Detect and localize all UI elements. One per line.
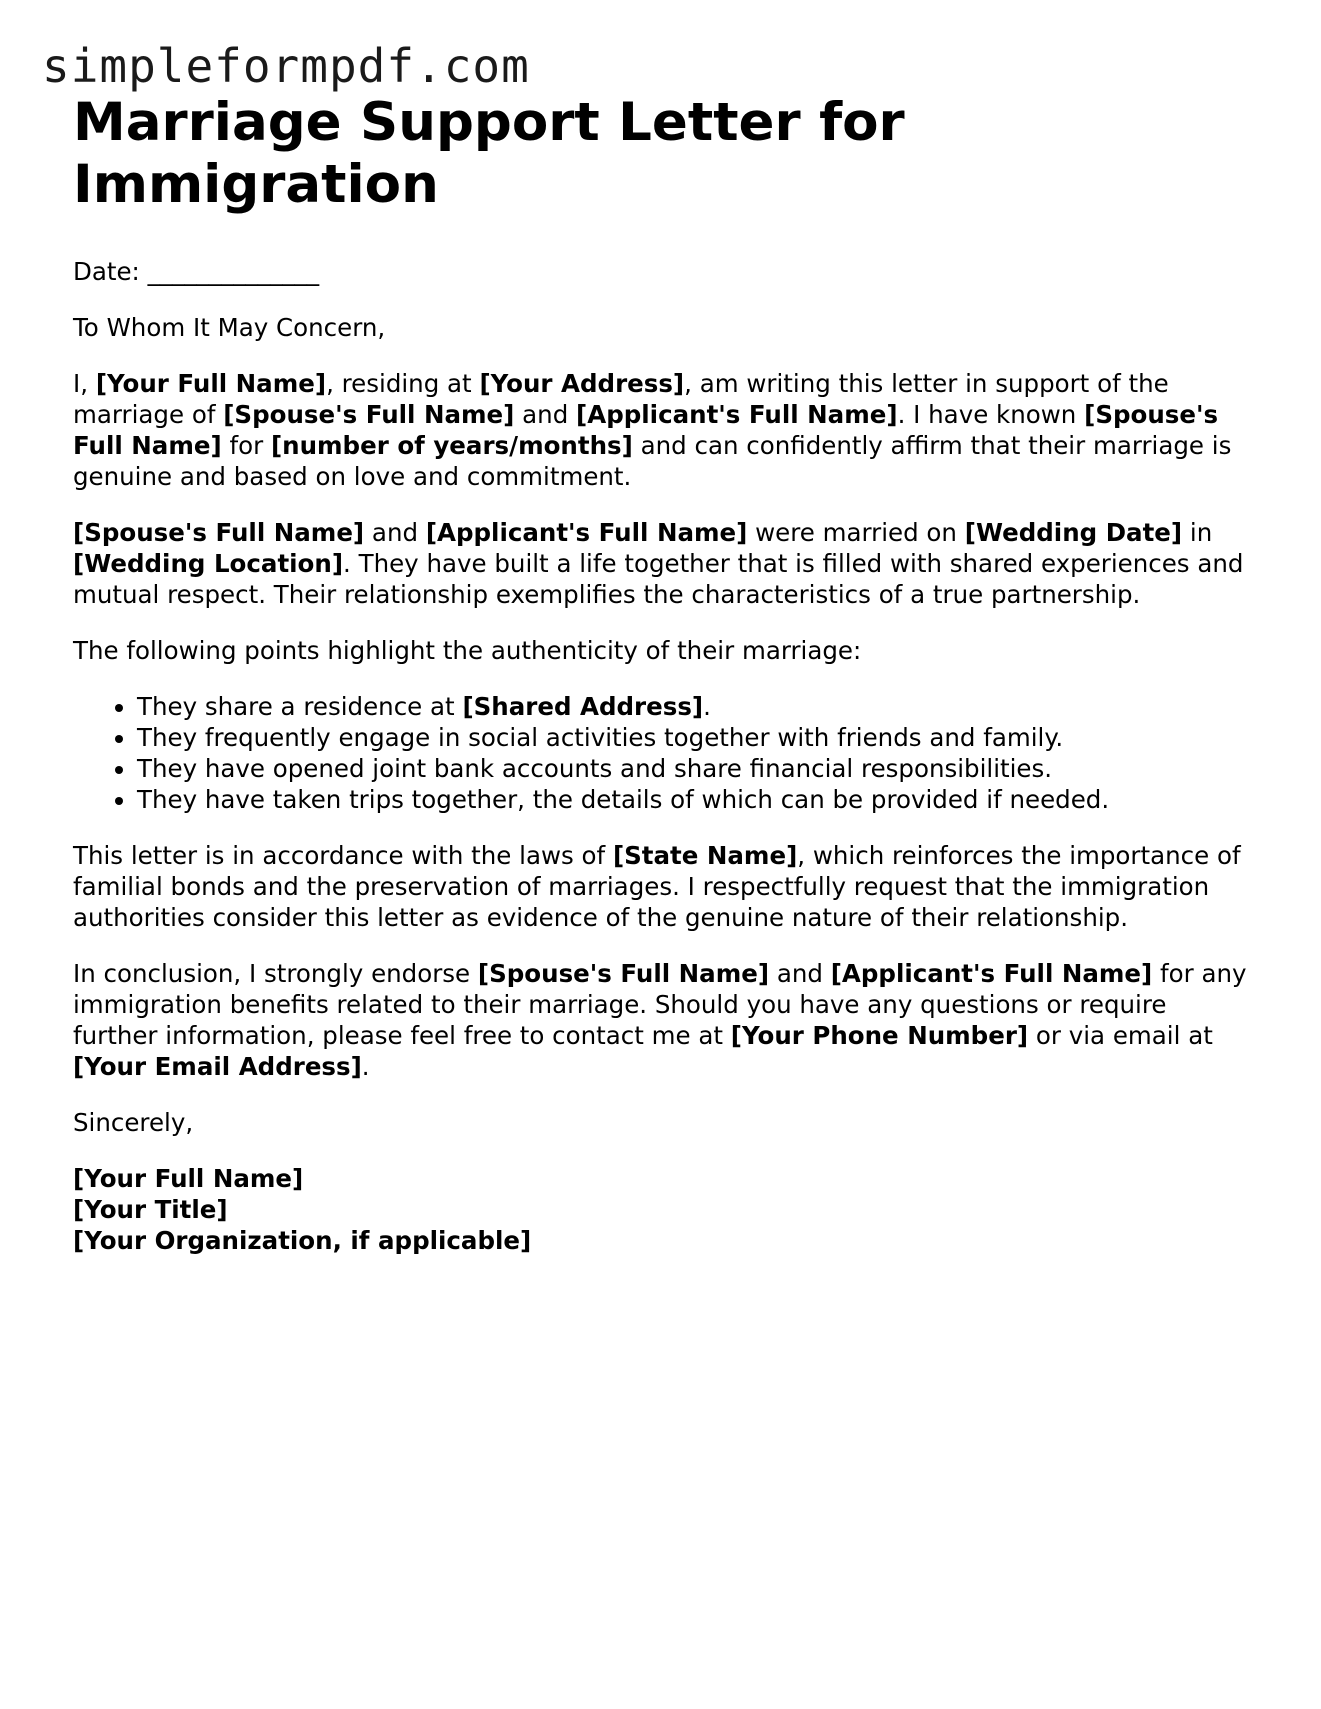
signature-name: [Your Full Name] xyxy=(73,1164,304,1193)
spouse-full-name-field: [Spouse's Full Name] xyxy=(477,959,770,988)
text: or via email at xyxy=(1028,1021,1213,1050)
spouse-full-name-field: [Spouse's Full Name] xyxy=(223,400,515,429)
text: were married on xyxy=(747,518,965,547)
state-name-field: [State Name] xyxy=(612,841,798,870)
site-watermark: simpleformpdf.com xyxy=(42,39,530,93)
text: In conclusion, I strongly endorse xyxy=(73,959,478,988)
text: . xyxy=(361,1052,370,1081)
text: . I have known xyxy=(897,400,1085,429)
list-item xyxy=(137,691,1253,722)
spouse-full-name-field: [Spouse's Full Name] xyxy=(73,400,1219,460)
text: . They have built a life together that is filled with shared experiences and mutual respect. Their relationship exemplifies the characteristics of a true partnership. xyxy=(73,549,1244,609)
text: They share a residence at xyxy=(137,692,463,721)
email-address-field: [Your Email Address] xyxy=(73,1052,362,1081)
list-item: • They have opened joint bank accounts and share financial responsibilities. xyxy=(137,753,1253,784)
duration-field: [number of years/months] xyxy=(270,431,633,460)
list-item: • They frequently engage in social activities together with friends and family. xyxy=(137,722,1253,753)
text: for any immigration benefits related to their marriage. Should you have any questions or require further information, please feel free to contact me at xyxy=(73,959,1247,1050)
phone-number-field: [Your Phone Number] xyxy=(730,1021,1029,1050)
paragraph-intro xyxy=(73,368,1253,492)
applicant-full-name-field: [Applicant's Full Name] xyxy=(830,959,1153,988)
text: and xyxy=(769,959,831,988)
text: in xyxy=(1182,518,1213,547)
text: , residing at xyxy=(326,369,480,398)
text: and xyxy=(364,518,426,547)
closing: Sincerely, xyxy=(73,1108,194,1137)
text: I, xyxy=(73,369,96,398)
paragraph-laws xyxy=(73,840,1253,933)
signature-block xyxy=(73,1163,1253,1256)
text: , am writing this letter in support of the marriage of xyxy=(73,369,1169,429)
page-title: Marriage Support Letter for Immigration xyxy=(73,92,905,215)
shared-address-field: [Shared Address] xyxy=(462,692,704,721)
your-full-name-field: [Your Full Name] xyxy=(95,369,327,398)
text: and can confidently affirm that their marriage is genuine and based on love and commitment. xyxy=(73,431,1232,491)
text: This letter is in accordance with the laws of xyxy=(73,841,613,870)
paragraph-wedding xyxy=(73,517,1253,610)
text: , which reinforces the importance of familial bonds and the preservation of marriages. I respectfully request that the immigration authorities consider this letter as evidence of the genuine nature of their relationship. xyxy=(73,841,1241,932)
text: . xyxy=(703,692,711,721)
text: and xyxy=(514,400,577,429)
paragraph-points-intro: The following points highlight the authenticity of their marriage: xyxy=(73,636,862,665)
signature-organization: [Your Organization, if applicable] xyxy=(73,1226,532,1255)
wedding-date-field: [Wedding Date] xyxy=(964,518,1183,547)
text: for xyxy=(221,431,271,460)
authenticity-list xyxy=(73,691,1253,815)
paragraph-conclusion xyxy=(73,958,1253,1082)
date-line: Date: ______________ xyxy=(73,257,320,286)
list-item: • They have taken trips together, the details of which can be provided if needed. xyxy=(137,784,1253,815)
letter-body xyxy=(73,92,1253,1256)
your-address-field: [Your Address] xyxy=(479,369,685,398)
wedding-location-field: [Wedding Location] xyxy=(73,549,344,578)
signature-title: [Your Title] xyxy=(73,1195,228,1224)
applicant-full-name-field: [Applicant's Full Name] xyxy=(425,518,748,547)
applicant-full-name-field: [Applicant's Full Name] xyxy=(576,400,898,429)
spouse-full-name-field: [Spouse's Full Name] xyxy=(73,518,365,547)
greeting: To Whom It May Concern, xyxy=(73,313,386,342)
